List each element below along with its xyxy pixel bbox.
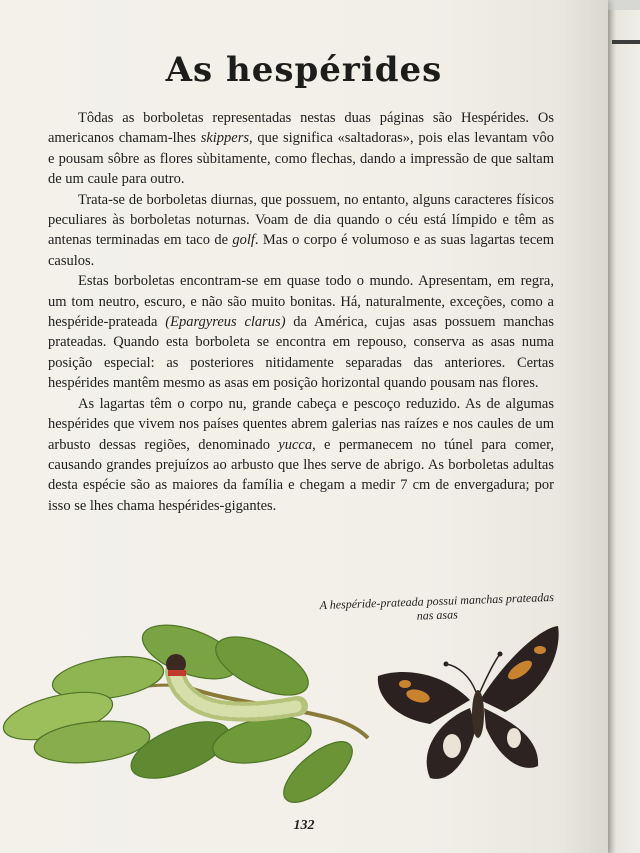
paragraph — [48, 271, 554, 393]
page-number: 132 — [293, 818, 315, 833]
illustration — [0, 610, 608, 825]
text-run: Estas borboletas encontram-se em quase todo o mundo. Apresentam, em regra, um tom neutro, escuro, e não são muito bonitas. Há, naturalmente, exceções, como a hespéride-prateada — [48, 273, 554, 331]
body-text — [48, 108, 554, 516]
illustration-caption: A hespéride-prateada possui manchas prateadas nas asas — [319, 589, 555, 623]
paragraph — [48, 190, 554, 272]
text-run: . Mas o corpo é volumoso e as suas lagartas tecem casulos. — [48, 232, 554, 269]
italic-term: (Epargyreus clarus) — [165, 314, 286, 331]
italic-term: skippers — [200, 130, 250, 147]
text-run: , que significa «saltadoras», pois elas levantam vôo e pousam sôbre as flores sùbitamente, como flechas, dando a impressão de que saltam de um caule para outro. — [48, 130, 554, 188]
next-page-edge — [606, 10, 640, 853]
paragraph — [48, 108, 554, 190]
text-run: As lagartas têm o corpo nu, grande cabeça e pescoço reduzido. As de algumas hespérides que vivem nos países quentes abrem galerias nas raízes e nos caules de um arbusto dessas regiões, denominado — [48, 395, 554, 453]
page-title: As hespérides — [165, 50, 443, 90]
text-run: da América, cujas asas possuem manchas prateadas. Quando esta borboleta se encontra em repouso, conserva as asas numa posição especial: as posteriores nitidamente separadas das anteriores. Certas hespérides mantêm mesmo as asas em posição horizontal quando pousam nas flores. — [48, 314, 554, 392]
butterfly-illustration — [378, 626, 559, 779]
text-run: Trata-se de borboletas diurnas, que possuem, no entanto, alguns caracteres físicos peculiares às borboletas noturnas. Voam de dia quando o céu está límpido e têm as antenas terminadas em taco de — [48, 191, 554, 249]
text-run: , e permanecem no túnel para comer, causando grandes prejuízos ao arbusto que lhes serve de abrigo. As borboletas adultas desta espécie são as maiores da família e chegam a medir 7 cm de envergadura; por isso se lhes chama hespérides-gigantes. — [48, 436, 554, 514]
italic-term: golf — [232, 232, 255, 249]
book-cover-edge — [612, 40, 640, 44]
text-run: Tôdas as borboletas representadas nestas duas páginas são Hespérides. Os americanos chamam-lhes — [48, 110, 554, 147]
paragraph — [48, 394, 554, 516]
italic-term: yucca — [278, 436, 313, 453]
caterpillar-branch-illustration — [0, 614, 368, 813]
